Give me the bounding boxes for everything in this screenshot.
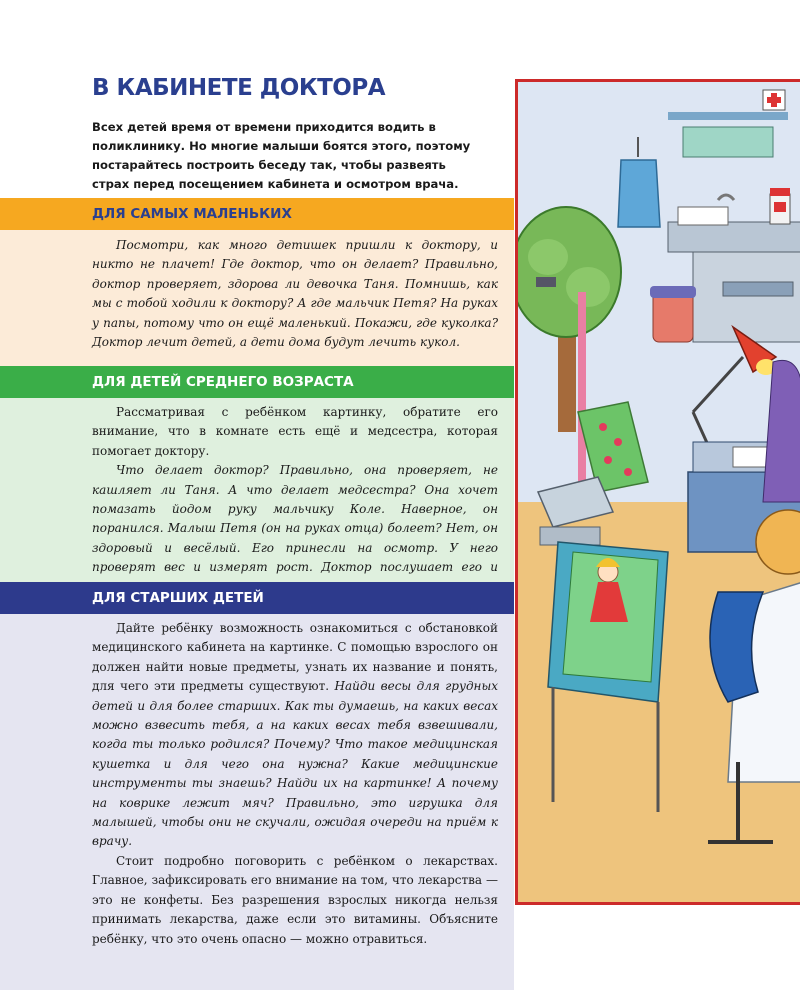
red-cross-box-icon — [763, 90, 785, 110]
instruction-paragraph — [92, 619, 498, 852]
section-text-youngest — [92, 236, 498, 352]
intro-paragraph: Всех детей время от времени приходится водить в поликлинику. Но многие малыши боятся этого, поэтому постарайтесь построить беседу так, чтобы развеять страх перед посещением кабинета и осмотром врача. — [92, 120, 471, 191]
medicine-bottle-icon — [770, 188, 790, 224]
instruction-text: Дайте ребёнку возможность ознакомиться с обстановкой медицинского кабинета на картинке. С помощью взрослого он должен найти новые предметы, узнать их название и понять, для чего эти предметы существуют. — [92, 621, 498, 694]
dialog-paragraph: Посмотри, как много детишек пришли к доктору, и никто не плачет! Где доктор, что он делает? Правильно, доктор проверяет, здорова ли девочка Таня. Помнишь, как мы с тобой ходили к доктору? А где мальчик Петя? На руках у папы, потому что он ещё маленький. Покажи, где куколка? Доктор лечит детей, а дети дома будут лечить кукол. — [92, 238, 498, 350]
illustration-svg — [518, 82, 800, 905]
medicine-paragraph: Стоит подробно поговорить с ребёнком о лекарствах. Главное, зафиксировать его внимание на том, что лекарства — это не конфеты. Без разрешения взрослых никогда нельзя принимать лекарства, даже если это витамины. Объясните ребёнку, что это очень опасно — можно отравиться. — [92, 853, 498, 946]
dialog-paragraph: Что делает доктор? Правильно, она проверяет, не кашляет ли Таня. А что делает медсестра? Она хочет помазать йодом руку мальчику Коле. Наверное, он поранился. Малыш Петя (он на руках отца) болеет? Нет, он здоровый и весёлый. Его принесли на осмотр. У него проверят вес и измерят рост. Доктор послушает его и — [92, 463, 498, 575]
shelf — [668, 112, 788, 120]
instruction-paragraph: Рассматривая с ребёнком картинку, обратите его внимание, что в комнате есть ещё и медсестра, которая помогает доктору. — [92, 405, 498, 458]
doctor-office-illustration — [515, 79, 800, 905]
dialog-text: Найди весы для грудных детей и для более старших. Как ты думаешь, на каких весах можно взвесить тебя, а на каких весах тебя взвешивали, когда ты только родился? Почему? Что такое медицинская кушетка и для чего она нужна? Какие медицинские инструменты ты знаешь? Найди их на картинке! А почему на коврике лежит мяч? Правильно, это игрушка для малышей, чтобы они не скучали, ожидая очереди на приём к врачу. — [92, 679, 498, 849]
page-title: В КАБИНЕТЕ ДОКТОРА — [92, 75, 386, 101]
section-heading-youngest: ДЛЯ САМЫХ МАЛЕНЬКИХ — [0, 198, 514, 230]
section-heading-middle: ДЛЯ ДЕТЕЙ СРЕДНЕГО ВОЗРАСТА — [0, 366, 514, 398]
section-text-older — [92, 619, 498, 949]
jar-icon — [650, 286, 696, 342]
section-text-middle — [92, 403, 498, 597]
section-heading-older: ДЛЯ СТАРШИХ ДЕТЕЙ — [0, 582, 514, 614]
